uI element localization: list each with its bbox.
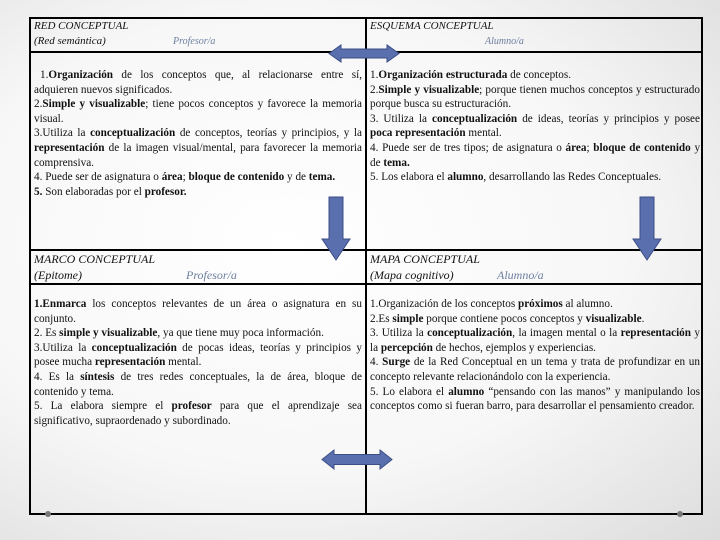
emphasis-text: percepción	[380, 341, 433, 354]
list-item	[370, 326, 700, 355]
list-item	[370, 312, 700, 327]
item-text: Utiliza la	[42, 127, 91, 140]
item-text: de la imagen visual/mental, para favorecer la memoria comprensiva.	[34, 141, 362, 169]
emphasis-text: conceptualización	[432, 112, 518, 125]
item-text: 4.	[34, 370, 43, 383]
emphasis-text: próximos	[517, 298, 563, 310]
role-label: Profesor/a	[186, 268, 237, 282]
list-item	[370, 68, 700, 83]
decorative-dot	[677, 511, 683, 517]
item-text: y la	[370, 327, 700, 354]
item-text: Es la	[42, 370, 81, 383]
item-text: de conceptos.	[507, 69, 572, 81]
emphasis-text: simple y visualizable	[59, 327, 158, 340]
item-text: La elabora siempre el	[42, 400, 172, 413]
item-text: para que el aprendizaje sea significativo, supraordenado y subordinado.	[34, 400, 362, 427]
down-arrow-icon	[633, 197, 661, 260]
item-text: 1.	[40, 69, 49, 81]
item-text: 3.	[370, 112, 379, 125]
item-text: 1.	[34, 298, 43, 310]
item-text: porque contiene pocos conceptos y	[423, 312, 586, 325]
role-label: Alumno/a	[497, 268, 544, 282]
list-item	[34, 326, 362, 341]
header-red-conceptual	[31, 19, 365, 51]
list-item	[34, 341, 362, 370]
emphasis-text: tema.	[383, 156, 410, 169]
item-text: 3.	[34, 341, 43, 354]
item-text: 1.	[370, 298, 379, 310]
emphasis-text: bloque de contenido	[188, 171, 285, 184]
emphasis-text: poca representación	[370, 127, 466, 140]
item-text: de conceptos, teorías y principios, y la	[175, 127, 362, 140]
item-text: de tres redes conceptuales, la de área, bloque de contenido y tema.	[34, 370, 362, 398]
emphasis-text: representación	[34, 141, 105, 154]
list-item	[34, 185, 362, 200]
list-item	[34, 297, 362, 326]
item-text: 2.	[370, 312, 379, 325]
emphasis-text: Simple y visualizable	[378, 83, 480, 96]
item-text: 5.	[370, 171, 379, 184]
title: ESQUEMA CONCEPTUAL	[370, 20, 494, 32]
item-text: “pensando con las manos” y manipulando los conceptos como si fueran barro, para desarrollar el pensamiento creador.	[370, 385, 700, 413]
title: MARCO CONCEPTUAL	[34, 252, 156, 266]
item-text: Utiliza la	[378, 112, 433, 125]
emphasis-text: representación	[94, 356, 166, 369]
down-arrow-icon	[322, 197, 350, 260]
emphasis-text: Organización estructurada	[378, 69, 508, 81]
list-item	[370, 141, 700, 170]
emphasis-text: conceptualización	[427, 327, 513, 340]
item-text: 5.	[34, 185, 43, 198]
item-text: 3.	[370, 327, 379, 340]
emphasis-text: representación	[620, 327, 691, 340]
list-item	[370, 83, 700, 112]
item-text: Utiliza la	[378, 327, 428, 340]
subtitle: (Mapa cognitivo)	[370, 268, 454, 282]
item-text: de los conceptos que, al relacionarse entre sí, adquieren nuevos significados.	[34, 69, 362, 96]
title: MAPA CONCEPTUAL	[370, 252, 480, 266]
item-text: de ideas, teorías y principios y posee	[517, 112, 700, 125]
item-text: 3.	[34, 127, 43, 140]
item-text: Es	[42, 327, 60, 340]
emphasis-text: Enmarca	[42, 298, 87, 310]
header-esquema-conceptual	[367, 19, 703, 51]
emphasis-text: alumno	[448, 385, 485, 398]
item-text: , la imagen mental o la	[512, 327, 621, 340]
double-arrow-icon	[329, 45, 399, 62]
emphasis-text: Simple y visualizable	[42, 98, 146, 111]
item-text: y de	[370, 141, 701, 169]
emphasis-text: profesor	[171, 400, 212, 413]
item-text: ;	[586, 141, 594, 154]
item-text: Los elabora el	[378, 171, 448, 184]
item-text: los conceptos relevantes de un área o asignatura en su conjunto.	[34, 298, 362, 325]
title: RED CONCEPTUAL	[34, 20, 129, 32]
emphasis-text: síntesis	[80, 370, 115, 383]
double-arrow-icon	[322, 450, 392, 469]
item-text: Lo elabora el	[378, 385, 449, 398]
item-text: al alumno.	[562, 298, 613, 310]
list-item	[34, 399, 362, 428]
emphasis-text: conceptualización	[91, 341, 177, 354]
emphasis-text: Organización	[48, 69, 114, 81]
item-text: ; tiene pocos conceptos y favorece la memoria visual.	[34, 98, 363, 125]
item-text: 2.	[370, 83, 379, 96]
list-item	[34, 126, 362, 170]
item-text: de hechos, ejemplos y experiencias.	[432, 341, 596, 354]
red-conceptual-body	[31, 68, 365, 199]
item-text: 5.	[370, 385, 379, 398]
subtitle: (Epitome)	[34, 268, 82, 282]
esquema-conceptual-body	[367, 68, 703, 185]
emphasis-text: Surge	[382, 356, 411, 369]
list-item	[370, 385, 700, 414]
item-text: de pocas ideas, teorías y principios y posee mucha	[34, 341, 362, 369]
item-text: Organización de los conceptos	[378, 298, 518, 310]
item-text: ;	[182, 171, 189, 184]
item-text: mental.	[465, 127, 502, 140]
item-text: de la Red Conceptual en un tema y trata de profundizar en un concepto relevante relacionándolo con la experiencia.	[370, 356, 700, 383]
item-text: y de	[284, 171, 309, 184]
emphasis-text: alumno	[447, 171, 484, 184]
emphasis-text: área	[161, 171, 183, 184]
decorative-dot	[45, 511, 51, 517]
item-text: .	[641, 312, 645, 325]
item-text: 4.	[370, 141, 379, 154]
list-item	[34, 97, 362, 126]
item-text: 5.	[34, 400, 43, 413]
list-item	[34, 370, 362, 399]
emphasis-text: profesor.	[144, 185, 187, 198]
list-item	[370, 297, 700, 312]
emphasis-text: tema.	[308, 171, 336, 184]
item-text: 4.	[370, 356, 379, 369]
item-text: Puede ser de asignatura o	[42, 171, 162, 184]
header-marco-conceptual	[31, 251, 365, 283]
emphasis-text: conceptualización	[90, 127, 176, 140]
list-item	[34, 170, 362, 185]
item-text: 4.	[34, 171, 43, 184]
item-text: mental.	[165, 356, 202, 369]
emphasis-text: bloque de contenido	[593, 141, 691, 154]
emphasis-text: área	[565, 141, 587, 154]
comparison-table	[29, 17, 703, 515]
role-label: Alumno/a	[485, 36, 524, 47]
item-text: Utiliza la	[42, 341, 92, 354]
item-text: ; porque tienen muchos conceptos y estructurado porque busca su estructuración.	[370, 83, 700, 111]
marco-conceptual-body	[31, 297, 365, 428]
list-item	[370, 355, 700, 384]
list-item	[370, 170, 700, 185]
item-text: , ya que tiene muy poca información.	[157, 327, 324, 340]
role-label: Profesor/a	[173, 36, 216, 47]
list-item	[370, 112, 700, 141]
item-text: Es	[378, 312, 393, 325]
emphasis-text: visualizable	[585, 312, 642, 325]
item-text: 2.	[34, 327, 43, 340]
item-text: 1.	[370, 69, 379, 81]
subtitle: (Red semántica)	[34, 35, 106, 47]
item-text: Puede ser de tres tipos; de asignatura o	[378, 141, 566, 154]
mapa-conceptual-body	[367, 297, 703, 414]
list-item	[34, 68, 362, 97]
item-text: , desarrollando las Redes Conceptuales.	[483, 171, 662, 184]
emphasis-text: simple	[392, 312, 424, 325]
item-text: Son elaboradas por el	[42, 185, 145, 198]
item-text: 2.	[34, 98, 43, 111]
